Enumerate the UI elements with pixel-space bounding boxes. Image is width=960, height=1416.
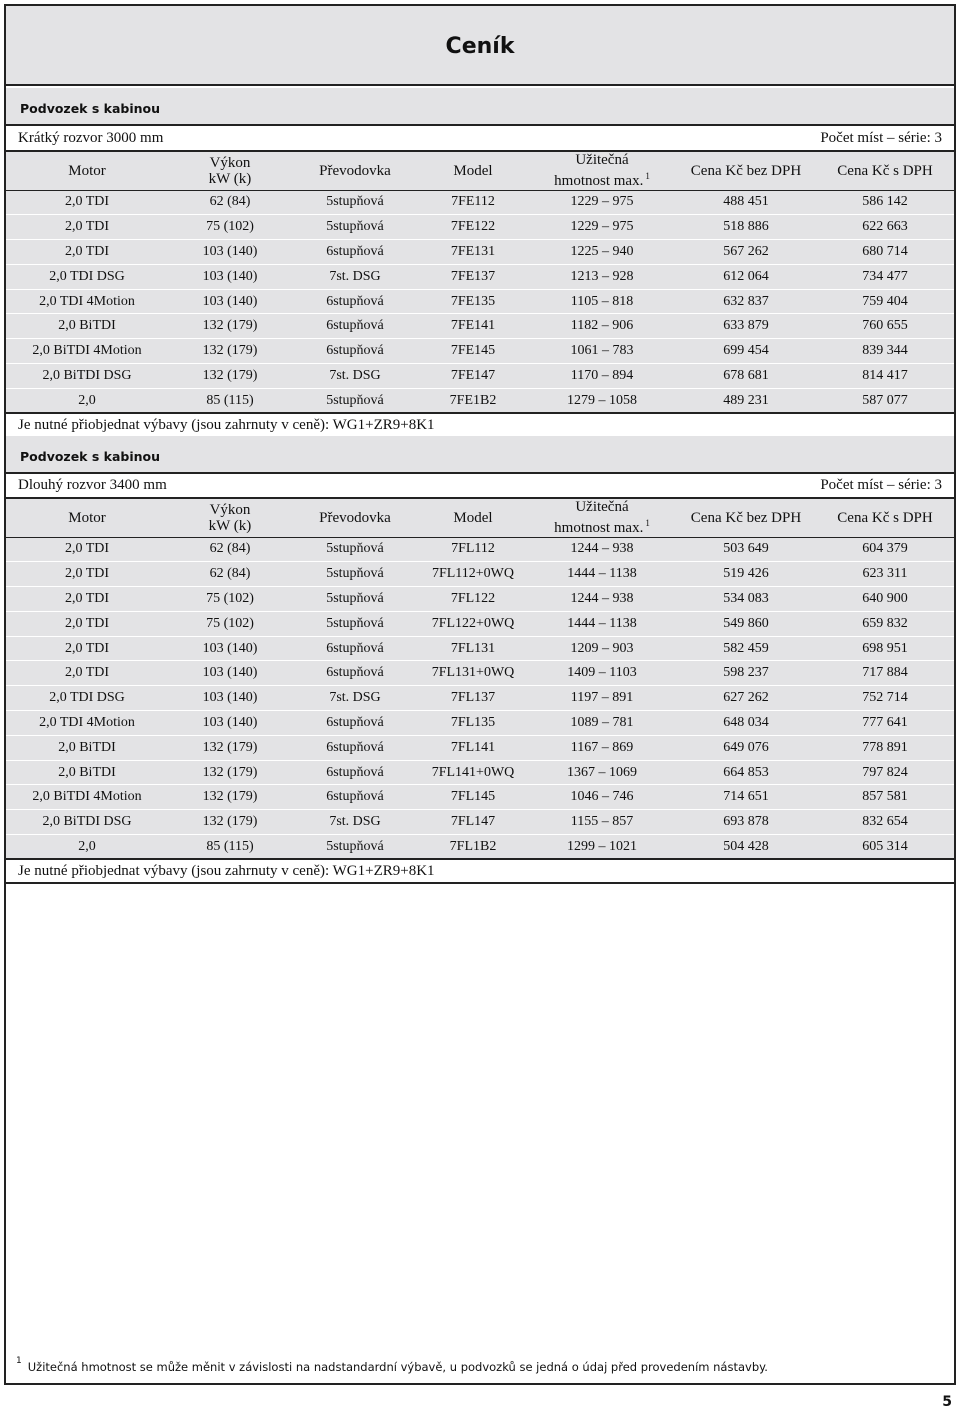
table-row [6,587,954,612]
col-header-power [168,499,292,537]
table-cell: 549 860 [676,611,816,636]
table-cell: 6stupňová [292,636,418,661]
table-cell: 814 417 [816,364,954,389]
table-cell: 103 (140) [168,240,292,265]
table-cell: 2,0 TDI DSG [6,686,168,711]
seats-label: Počet míst – série: 3 [820,477,942,493]
title-bar [6,6,954,86]
table-cell: 1279 – 1058 [528,388,676,413]
table-cell: 1209 – 903 [528,636,676,661]
table-cell: 5stupňová [292,587,418,612]
table-cell: 680 714 [816,240,954,265]
table-cell: 7FE131 [418,240,528,265]
header-text: hmotnost max. [554,173,644,190]
table-row [6,264,954,289]
table-cell: 488 451 [676,190,816,215]
table-cell: 534 083 [676,587,816,612]
table-cell: 503 649 [676,537,816,562]
table-row [6,636,954,661]
table-cell: 2,0 TDI [6,537,168,562]
table-cell: 1444 – 1138 [528,611,676,636]
table-cell: 2,0 [6,388,168,413]
table-cell: 7FE137 [418,264,528,289]
table-cell: 5stupňová [292,611,418,636]
table-cell: 1244 – 938 [528,537,676,562]
section-header [6,88,954,126]
table-cell: 62 (84) [168,190,292,215]
header-text: Užitečná [575,499,629,516]
table-cell: 605 314 [816,835,954,860]
table-cell: 7st. DSG [292,810,418,835]
table-cell: 1229 – 975 [528,215,676,240]
table-cell: 612 064 [676,264,816,289]
table-cell: 598 237 [676,661,816,686]
table-cell: 132 (179) [168,314,292,339]
table-cell: 857 581 [816,785,954,810]
table-row [6,215,954,240]
table-cell: 1167 – 869 [528,735,676,760]
header-text: hmotnost max. [554,520,644,537]
table-cell: 734 477 [816,264,954,289]
table-cell: 693 878 [676,810,816,835]
table-header-row [6,499,954,537]
table-cell: 648 034 [676,711,816,736]
table-cell: 1197 – 891 [528,686,676,711]
table-cell: 6stupňová [292,314,418,339]
table-cell: 7FL1B2 [418,835,528,860]
header-text: 1 [645,171,650,182]
table-cell: 760 655 [816,314,954,339]
table-cell: 6stupňová [292,785,418,810]
table-cell: 504 428 [676,835,816,860]
table-cell: 832 654 [816,810,954,835]
table-cell: 7FE122 [418,215,528,240]
table-cell: 7FL141+0WQ [418,760,528,785]
table-cell: 6stupňová [292,289,418,314]
table-cell: 7FE1B2 [418,388,528,413]
table-row [6,785,954,810]
col-header-price-net: Cena Kč bez DPH [676,499,816,537]
table-cell: 7FL141 [418,735,528,760]
table-cell: 649 076 [676,735,816,760]
table-cell: 622 663 [816,215,954,240]
table-cell: 7FL112+0WQ [418,562,528,587]
table-cell: 7st. DSG [292,364,418,389]
table-cell: 62 (84) [168,562,292,587]
table-cell: 6stupňová [292,240,418,265]
table-cell: 632 837 [676,289,816,314]
col-header-gearbox: Převodovka [292,499,418,537]
page-title: Ceník [445,34,515,59]
col-header-payload [528,499,676,537]
table-cell: 5stupňová [292,562,418,587]
table-cell: 7FL145 [418,785,528,810]
table-header-row [6,152,954,190]
table-cell: 1225 – 940 [528,240,676,265]
table-cell: 714 651 [676,785,816,810]
col-header-gearbox: Převodovka [292,152,418,190]
table-cell: 2,0 BiTDI DSG [6,364,168,389]
table-cell: 75 (102) [168,587,292,612]
page-frame [4,4,956,1385]
table-row [6,686,954,711]
price-table [6,499,954,859]
table-cell: 1182 – 906 [528,314,676,339]
table-cell: 62 (84) [168,537,292,562]
table-cell: 132 (179) [168,785,292,810]
col-header-payload [528,152,676,190]
table-cell: 752 714 [816,686,954,711]
table-cell: 132 (179) [168,810,292,835]
table-cell: 103 (140) [168,711,292,736]
table-cell: 2,0 TDI [6,215,168,240]
table-cell: 7FL122+0WQ [418,611,528,636]
table-cell: 1105 – 818 [528,289,676,314]
table-row [6,339,954,364]
table-row [6,760,954,785]
table-cell: 7FL147 [418,810,528,835]
table-cell: 7FL131+0WQ [418,661,528,686]
table-cell: 7FL112 [418,537,528,562]
table-row [6,661,954,686]
table-cell: 1367 – 1069 [528,760,676,785]
section-header [6,436,954,474]
table-cell: 623 311 [816,562,954,587]
table-cell: 7st. DSG [292,686,418,711]
table-cell: 1299 – 1021 [528,835,676,860]
table-cell: 2,0 [6,835,168,860]
table-cell: 2,0 BiTDI DSG [6,810,168,835]
table-cell: 7FE147 [418,364,528,389]
footnote-text: Užitečná hmotnost se může měnit v závislosti na nadstandardní výbavě, u podvozků se jedná o údaj před provedením nástavby. [27,1360,768,1374]
table-cell: 1046 – 746 [528,785,676,810]
table-cell: 1170 – 894 [528,364,676,389]
col-header-motor: Motor [6,152,168,190]
header-text: Výkon [209,154,251,171]
table-cell: 640 900 [816,587,954,612]
table-cell: 132 (179) [168,339,292,364]
table-cell: 5stupňová [292,215,418,240]
wheelbase-label: Krátký rozvor 3000 mm [18,130,164,146]
header-text: Užitečná [575,152,629,169]
table-row [6,289,954,314]
table-cell: 75 (102) [168,611,292,636]
table-cell: 699 454 [676,339,816,364]
table-cell: 132 (179) [168,364,292,389]
table-cell: 5stupňová [292,835,418,860]
table-cell: 103 (140) [168,289,292,314]
required-options-note: Je nutné přiobjednat výbavy (jsou zahrnuty v ceně): WG1+ZR9+8K1 [6,858,954,884]
col-header-price-net: Cena Kč bez DPH [676,152,816,190]
col-header-model: Model [418,152,528,190]
table-cell: 6stupňová [292,711,418,736]
table-cell: 778 891 [816,735,954,760]
table-cell: 2,0 TDI [6,661,168,686]
table-row [6,388,954,413]
table-cell: 2,0 TDI [6,190,168,215]
header-text: kW (k) [208,170,252,187]
table-cell: 2,0 BiTDI [6,735,168,760]
table-row [6,364,954,389]
table-cell: 2,0 TDI [6,240,168,265]
table-cell: 85 (115) [168,835,292,860]
table-cell: 1213 – 928 [528,264,676,289]
table-cell: 5stupňová [292,388,418,413]
col-header-motor: Motor [6,499,168,537]
table-cell: 132 (179) [168,760,292,785]
table-cell: 103 (140) [168,661,292,686]
table-cell: 7FL135 [418,711,528,736]
table-cell: 797 824 [816,760,954,785]
table-cell: 627 262 [676,686,816,711]
table-cell: 103 (140) [168,264,292,289]
required-options-note: Je nutné přiobjednat výbavy (jsou zahrnuty v ceně): WG1+ZR9+8K1 [6,412,954,438]
table-cell: 2,0 TDI 4Motion [6,711,168,736]
header-text: kW (k) [208,517,252,534]
table-cell: 7FE112 [418,190,528,215]
table-cell: 132 (179) [168,735,292,760]
table-cell: 2,0 BiTDI 4Motion [6,339,168,364]
table-cell: 6stupňová [292,661,418,686]
table-cell: 2,0 TDI DSG [6,264,168,289]
table-cell: 1155 – 857 [528,810,676,835]
table-row [6,611,954,636]
section-title: Podvozek s kabinou [20,101,161,116]
table-row [6,537,954,562]
table-cell: 587 077 [816,388,954,413]
table-cell: 103 (140) [168,686,292,711]
col-header-price-gross: Cena Kč s DPH [816,499,954,537]
table-cell: 2,0 TDI [6,611,168,636]
table-cell: 7FE135 [418,289,528,314]
table-cell: 717 884 [816,661,954,686]
table-row [6,240,954,265]
table-cell: 6stupňová [292,735,418,760]
table-cell: 2,0 TDI [6,587,168,612]
price-table [6,152,954,413]
table-cell: 633 879 [676,314,816,339]
section-title: Podvozek s kabinou [20,449,161,464]
table-row [6,562,954,587]
table-cell: 519 426 [676,562,816,587]
table-cell: 7FL137 [418,686,528,711]
footnote-mark: 1 [16,1356,22,1366]
table-cell: 2,0 TDI 4Motion [6,289,168,314]
table-cell: 1409 – 1103 [528,661,676,686]
table-cell: 1244 – 938 [528,587,676,612]
table-cell: 2,0 TDI [6,562,168,587]
table-cell: 1089 – 781 [528,711,676,736]
table-cell: 567 262 [676,240,816,265]
col-header-price-gross: Cena Kč s DPH [816,152,954,190]
col-header-power [168,152,292,190]
table-cell: 103 (140) [168,636,292,661]
table-cell: 1229 – 975 [528,190,676,215]
table-cell: 5stupňová [292,190,418,215]
col-header-model: Model [418,499,528,537]
table-cell: 6stupňová [292,339,418,364]
footnote [16,1356,768,1374]
table-cell: 7FL122 [418,587,528,612]
table-row [6,711,954,736]
table-cell: 85 (115) [168,388,292,413]
table-cell: 659 832 [816,611,954,636]
table-cell: 2,0 BiTDI 4Motion [6,785,168,810]
table-cell: 518 886 [676,215,816,240]
table-cell: 839 344 [816,339,954,364]
table-cell: 698 951 [816,636,954,661]
table-cell: 2,0 BiTDI [6,760,168,785]
table-cell: 7st. DSG [292,264,418,289]
table-row [6,314,954,339]
table-cell: 1444 – 1138 [528,562,676,587]
table-cell: 664 853 [676,760,816,785]
table-cell: 586 142 [816,190,954,215]
table-cell: 759 404 [816,289,954,314]
table-cell: 2,0 TDI [6,636,168,661]
header-text: 1 [645,518,650,529]
page-number: 5 [942,1394,952,1410]
table-cell: 582 459 [676,636,816,661]
wheelbase-label: Dlouhý rozvor 3400 mm [18,477,167,493]
table-cell: 5stupňová [292,537,418,562]
table-cell: 678 681 [676,364,816,389]
table-cell: 1061 – 783 [528,339,676,364]
table-cell: 777 641 [816,711,954,736]
header-text: Výkon [209,501,251,518]
table-cell: 7FE141 [418,314,528,339]
table-cell: 489 231 [676,388,816,413]
table-cell: 7FL131 [418,636,528,661]
table-cell: 7FE145 [418,339,528,364]
table-cell: 604 379 [816,537,954,562]
seats-label: Počet míst – série: 3 [820,130,942,146]
table-cell: 6stupňová [292,760,418,785]
table-row [6,810,954,835]
table-row [6,735,954,760]
table-row [6,190,954,215]
table-cell: 2,0 BiTDI [6,314,168,339]
table-cell: 75 (102) [168,215,292,240]
table-row [6,835,954,860]
